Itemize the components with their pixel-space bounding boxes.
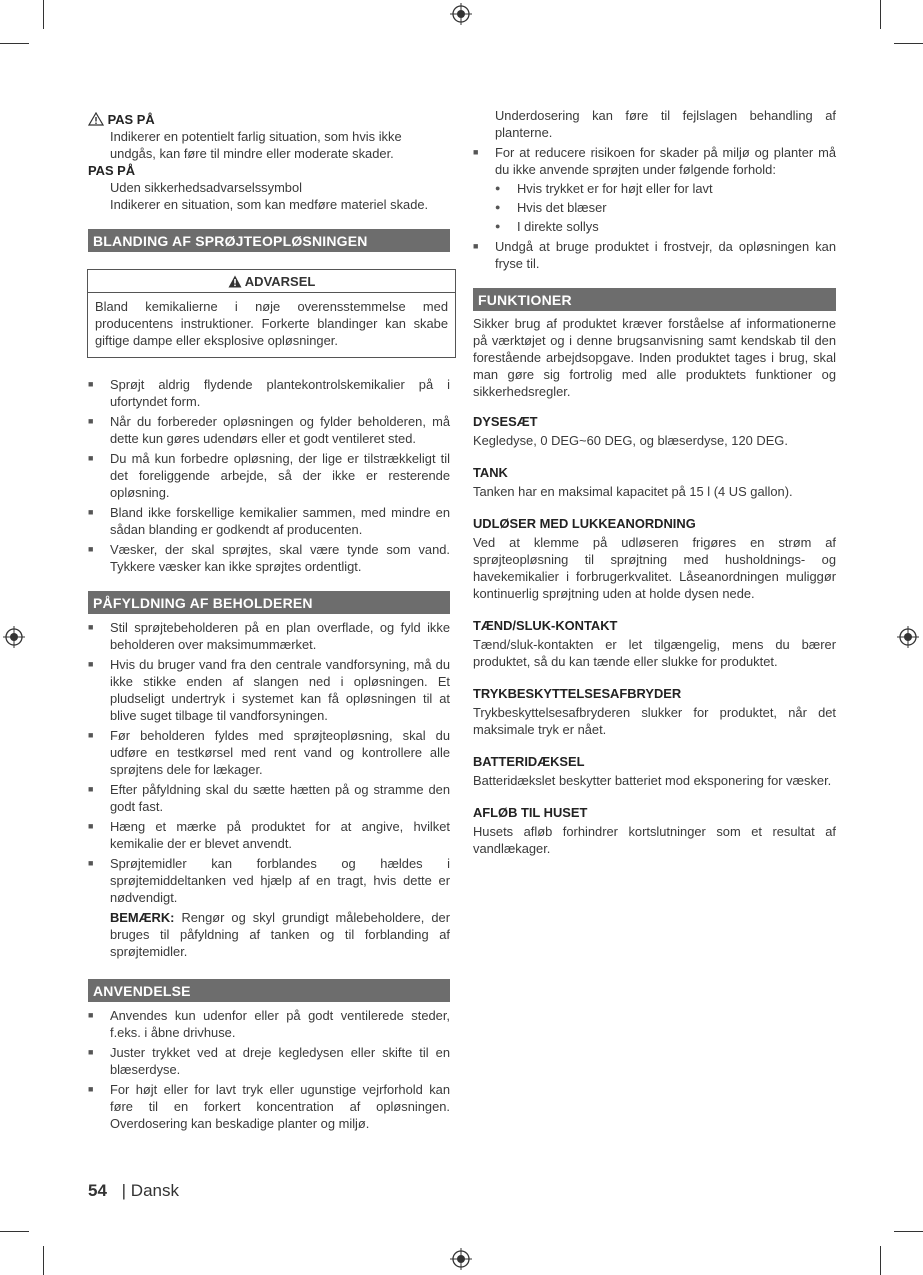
feature-block [473,685,836,738]
list-item: ■ Stil sprøjtebeholderen på en plan overflade, og fyld ikke beholderen over maksimummærket. [88,619,450,653]
list-item [473,144,836,235]
feature-text: Ved at klemme på udløseren frigøres en strøm af sprøjteopløsning til sprøjtning med husholdnings- og havekemikalier i forbrugerkvalitet. Låseanordningen muliggør kontinuerlig sprøjtning uden at holde dysen nede. [473,535,836,601]
feature-text: Trykbeskyttelsesafbryderen slukker for produktet, når det maksimale tryk er nået. [473,705,836,737]
feature-title: TANK [473,465,508,480]
list-item: ■ Bland ikke forskellige kemikalier sammen, med mindre en sådan blanding er godkendt af producenten. [88,504,450,538]
feature-title: AFLØB TIL HUSET [473,805,588,820]
list-item: ■ Før beholderen fyldes med sprøjteopløsning, skal du udføre en testkørsel med rent vand og kontrollere alle sprøjtens dele for lækager. [88,727,450,778]
list-item: ■ Hæng et mærke på produktet for at angive, hvilket kemikalie der er blevet anvendt. [88,818,450,852]
list-item: ■ For højt eller for lavt tryk eller ugunstige vejrforhold kan føre til en forkert koncentration af opløsningen. Overdosering kan beskadige planter og miljø. [88,1081,450,1132]
filling-list [88,619,450,906]
feature-text: Kegledyse, 0 DEG~60 DEG, og blæserdyse, 120 DEG. [473,433,788,448]
usage-list-continued [473,144,836,272]
caution-label: PAS PÅ [107,112,155,127]
usage-continued: Underdosering kan føre til fejlslagen behandling af planterne. [495,108,836,140]
list-item: ■ Hvis du bruger vand fra den centrale vandforsyning, må du ikke stikke enden af slangen ned i opløsningen. Et pludseligt undertryk i systemet kan få opløsningen til at blive suget tilbage til vandforsyningen. [88,656,450,724]
caution-triangle-icon [88,112,104,126]
note [88,909,450,960]
caution-heading [88,111,450,128]
list-item-text: For at reducere risikoen for skader på miljø og planter må du ikke anvende sprøjten under følgende forhold: [495,145,836,177]
warning-header [88,270,455,293]
registration-mark-icon [450,1248,472,1270]
section-heading-mixing: BLANDING AF SPRØJTEOPLØSNINGEN [88,229,450,252]
sub-list-item: ● Hvis det blæser [495,199,836,216]
registration-mark-icon [897,626,919,648]
crop-mark [894,1231,923,1232]
feature-text: Tanken har en maksimal kapacitet på 15 l (4 US gallon). [473,484,793,499]
crop-mark [880,1246,881,1275]
caution-text: Indikerer en potentielt farlig situation, som hvis ikke undgås, kan føre til mindre eller moderate skader. [110,129,402,161]
notice-line2: Indikerer en situation, som kan medføre materiel skade. [110,197,429,212]
list-item: ■ Du må kun forbedre opløsning, der lige er tilstrækkeligt til det foreliggende arbejde, så der ikke er resterende opløsning. [88,450,450,501]
crop-mark [0,1231,29,1232]
list-item: ■ Sprøjtemidler kan forblandes og hældes i sprøjtemiddeltanken ved hjælp af en tragt, hvis dette er nødvendigt. [88,855,450,906]
list-item: ■ Anvendes kun udenfor eller på godt ventilerede steder, f.eks. i åbne drivhuse. [88,1007,450,1041]
notice-line1: Uden sikkerhedsadvarselssymbol [110,180,303,195]
note-text: Rengør og skyl grundigt målebeholdere, der bruges til påfyldning af tanken og til forblanding af sprøjtemidler. [110,910,450,959]
feature-title: DYSESÆT [473,414,538,429]
list-item: ■ Juster trykket ved at dreje kegledysen eller skifte til en blæserdyse. [88,1044,450,1078]
crop-mark [43,0,44,29]
feature-title: UDLØSER MED LUKKEANORDNING [473,516,696,531]
sub-list-item: ● I direkte sollys [495,218,836,235]
registration-mark-icon [450,3,472,25]
note-label: BEMÆRK: [110,910,175,925]
feature-title: TRYKBESKYTTELSESAFBRYDER [473,686,682,701]
crop-mark [894,43,923,44]
section-heading-usage: ANVENDELSE [88,979,450,1002]
section-heading-filling: PÅFYLDNING AF BEHOLDEREN [88,591,450,614]
warning-title: ADVARSEL [244,274,316,289]
sub-list-item: ● Hvis trykket er for højt eller for lavt [495,180,836,197]
list-item: ■ Sprøjt aldrig flydende plantekontrolskemikalier på i ufortyndet form. [88,376,450,410]
feature-block [473,515,836,602]
warning-triangle-icon [228,275,242,288]
feature-text: Batteridækslet beskytter batteriet mod eksponering for væsker. [473,773,832,788]
feature-block [473,413,836,449]
list-item: ■ Efter påfyldning skal du sætte hætten på og stramme den godt fast. [88,781,450,815]
crop-mark [43,1246,44,1275]
page-footer [88,1181,179,1201]
list-item: ■ Når du forbereder opløsningen og fylder beholderen, må dette kun gøres udendørs eller et godt ventileret sted. [88,413,450,447]
feature-block [473,464,836,500]
feature-title: BATTERIDÆKSEL [473,754,585,769]
list-item: ■ Væsker, der skal sprøjtes, skal være tynde som vand. Tykkere væsker kan ikke sprøjtes ordentligt. [88,541,450,575]
crop-mark [880,0,881,29]
feature-text: Husets afløb forhindrer kortslutninger som et resultat af vandlækager. [473,824,836,856]
notice-label: PAS PÅ [88,163,136,178]
functions-intro: Sikker brug af produktet kræver forståelse af informationerne på værktøjet og i denne brugsanvisning samt kendskab til den forestående arbejdsopgave. Inden produktet tages i brug, skal man gøre sig fortrolig med alle produktets funktioner og sikkerhedsregler. [473,316,836,399]
feature-block [473,753,836,789]
footer-language: | Dansk [121,1181,179,1200]
registration-mark-icon [3,626,25,648]
feature-block [473,804,836,857]
section-heading-functions: FUNKTIONER [473,288,836,311]
page-number: 54 [88,1181,107,1200]
warning-box [87,269,456,358]
warning-text: Bland kemikalierne i nøje overensstemmelse med producentens instruktioner. Forkerte blandinger kan skabe giftige dampe eller eksplosive opløsninger. [95,299,448,348]
mixing-list [88,376,450,575]
feature-block [473,617,836,670]
crop-mark [0,43,29,44]
feature-text: Tænd/sluk-kontakten er let tilgængelig, mens du bærer produktet, så du kan tænde eller slukke for produktet. [473,637,836,669]
right-column [473,107,836,857]
usage-list [88,1007,450,1132]
left-column [88,111,450,1135]
condition-list [495,180,836,235]
feature-title: TÆND/SLUK-KONTAKT [473,618,618,633]
list-item: ■ Undgå at bruge produktet i frostvejr, da opløsningen kan fryse til. [473,238,836,272]
